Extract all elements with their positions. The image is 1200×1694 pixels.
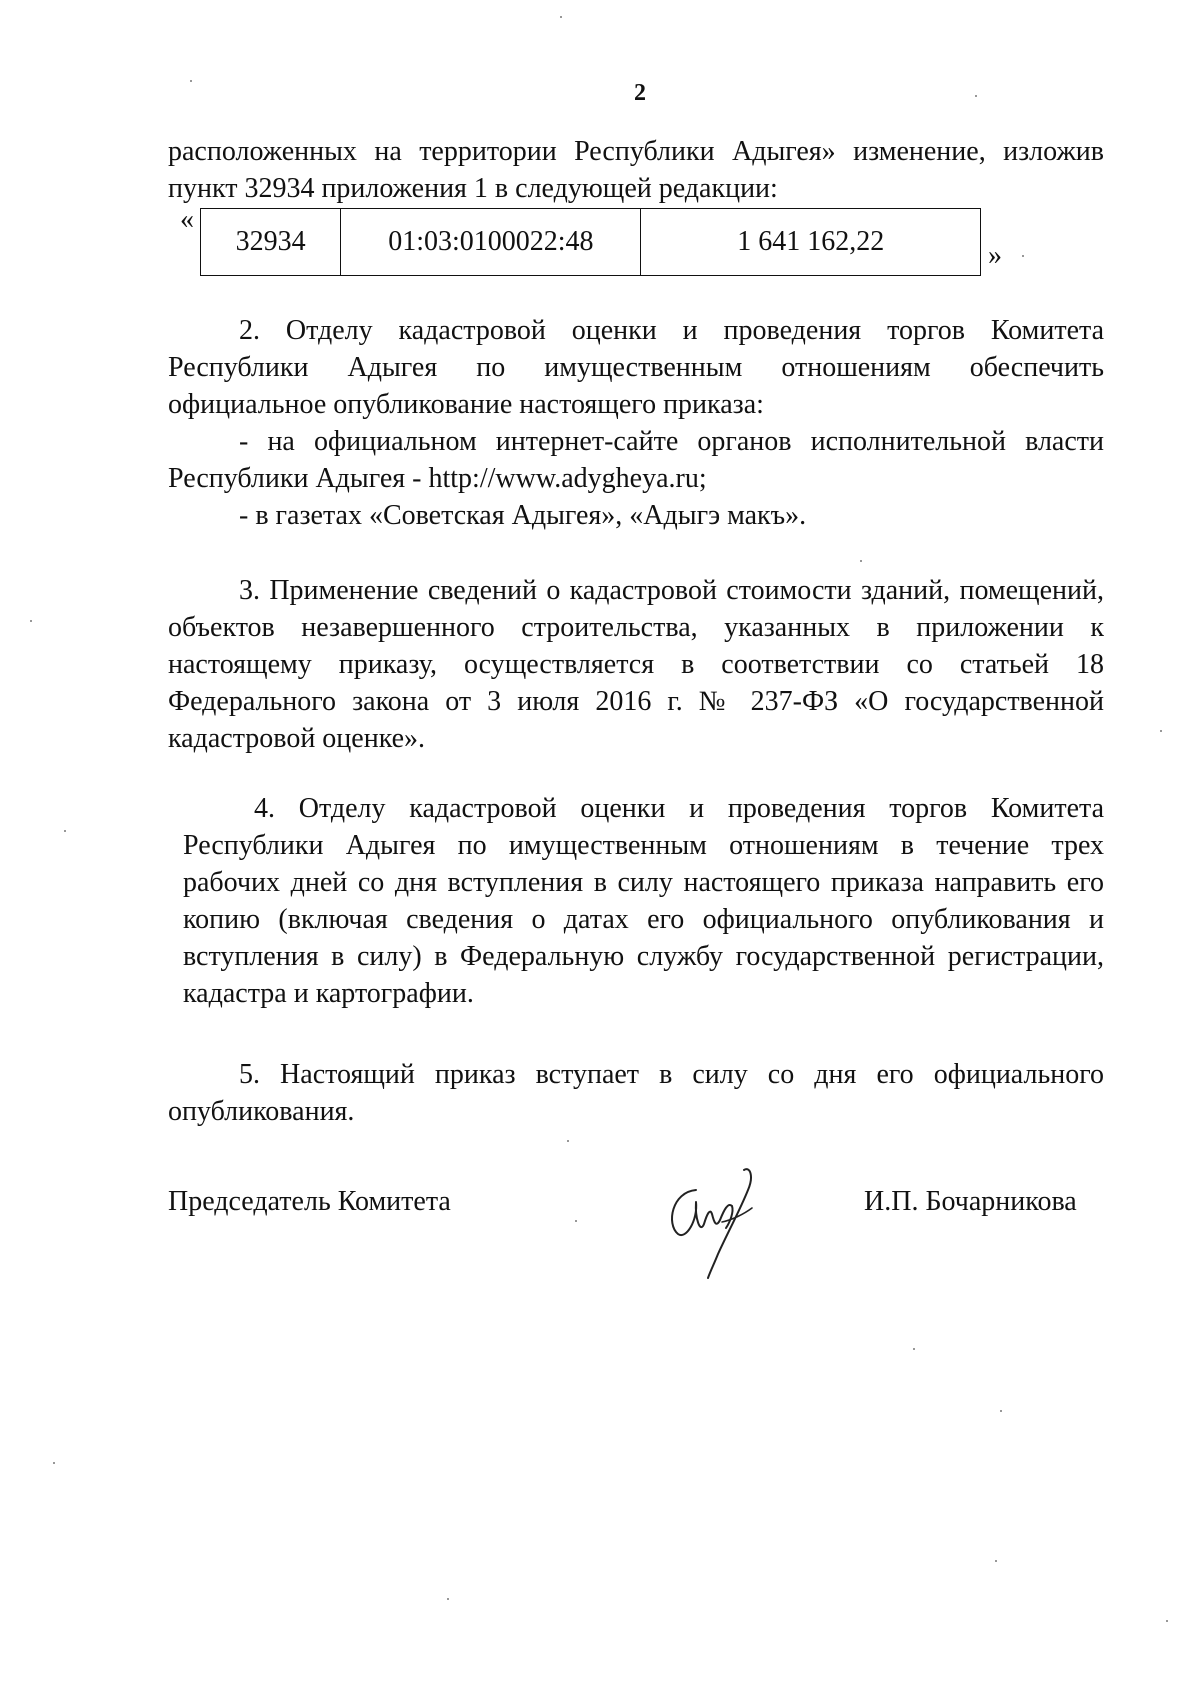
section-3-line-4: Федерального закона от 3 июля 2016 г. № 237-ФЗ «О государственной bbox=[168, 686, 1104, 717]
scan-speck bbox=[1022, 255, 1024, 257]
open-quote: « bbox=[180, 204, 194, 235]
table-row bbox=[201, 209, 981, 276]
section-4 bbox=[183, 790, 1104, 1012]
scan-speck bbox=[995, 1560, 997, 1562]
signatory-title: Председатель Комитета bbox=[168, 1186, 451, 1217]
section-3-line-1: 3. Применение сведений о кадастровой стоимости зданий, помещений, bbox=[239, 575, 1104, 606]
section-5-line-1: 5. Настоящий приказ вступает в силу со дня его официального bbox=[239, 1059, 1104, 1090]
scan-speck bbox=[1166, 1620, 1168, 1622]
intro-line-1: расположенных на территории Республики Адыгея» изменение, изложив bbox=[168, 136, 1104, 167]
section-4-line-1: 4. Отделу кадастровой оценки и проведения торгов Комитета bbox=[254, 793, 1104, 824]
section-2-line-1: 2. Отделу кадастровой оценки и проведения торгов Комитета bbox=[239, 315, 1104, 346]
table-cell-cadastral-number: 01:03:0100022:48 bbox=[341, 209, 641, 276]
signature-block bbox=[168, 1186, 1088, 1306]
scan-speck bbox=[560, 16, 562, 18]
intro-paragraph bbox=[168, 133, 1104, 207]
table-cell-value: 1 641 162,22 bbox=[641, 209, 981, 276]
page-number: 2 bbox=[634, 80, 646, 106]
scan-speck bbox=[860, 560, 862, 562]
section-4-line-5: вступления в силу) в Федеральную службу государственной регистрации, bbox=[183, 941, 1104, 972]
section-5-line-2: опубликования. bbox=[168, 1096, 355, 1127]
cadastral-table-block bbox=[168, 202, 1048, 282]
section-2-line-2: Республики Адыгея по имущественным отношениям обеспечить bbox=[168, 352, 1104, 383]
scan-speck bbox=[1000, 1410, 1002, 1412]
section-2 bbox=[168, 312, 1104, 534]
section-3 bbox=[168, 572, 1104, 757]
scan-speck bbox=[53, 1462, 55, 1464]
scan-speck bbox=[64, 830, 66, 832]
section-4-line-3: рабочих дней со дня вступления в силу настоящего приказа направить его bbox=[183, 867, 1104, 898]
scan-speck bbox=[567, 1140, 569, 1142]
intro-line-2: пункт 32934 приложения 1 в следующей редакции: bbox=[168, 173, 778, 204]
section-3-line-5: кадастровой оценке». bbox=[168, 723, 426, 754]
close-quote: » bbox=[988, 240, 1002, 271]
section-2-bullet-1-line-1: - на официальном интернет-сайте органов исполнительной власти bbox=[239, 426, 1104, 457]
scan-speck bbox=[447, 1598, 449, 1600]
scan-speck bbox=[975, 95, 977, 97]
scan-speck bbox=[30, 620, 32, 622]
handwritten-signature-icon bbox=[652, 1162, 772, 1282]
table-cell-number: 32934 bbox=[201, 209, 341, 276]
scan-speck bbox=[913, 1348, 915, 1350]
scan-speck bbox=[575, 1220, 577, 1222]
section-3-line-3: настоящему приказу, осуществляется в соответствии со статьей 18 bbox=[168, 649, 1104, 680]
section-2-bullet-2: - в газетах «Советская Адыгея», «Адыгэ макъ». bbox=[239, 500, 807, 531]
signatory-name: И.П. Бочарникова bbox=[864, 1186, 1077, 1217]
section-2-line-3: официальное опубликование настоящего приказа: bbox=[168, 389, 764, 420]
section-3-line-2: объектов незавершенного строительства, указанных в приложении к bbox=[168, 612, 1104, 643]
section-5 bbox=[168, 1056, 1104, 1130]
section-2-bullet-1-line-2: Республики Адыгея - http://www.adygheya.ru; bbox=[168, 463, 707, 494]
section-4-line-2: Республики Адыгея по имущественным отношениям в течение трех bbox=[183, 830, 1104, 861]
section-4-line-6: кадастра и картографии. bbox=[183, 978, 474, 1009]
scan-speck bbox=[190, 80, 192, 82]
section-4-line-4: копию (включая сведения о датах его официального опубликования и bbox=[183, 904, 1104, 935]
cadastral-table bbox=[200, 208, 981, 276]
scan-speck bbox=[1160, 730, 1162, 732]
